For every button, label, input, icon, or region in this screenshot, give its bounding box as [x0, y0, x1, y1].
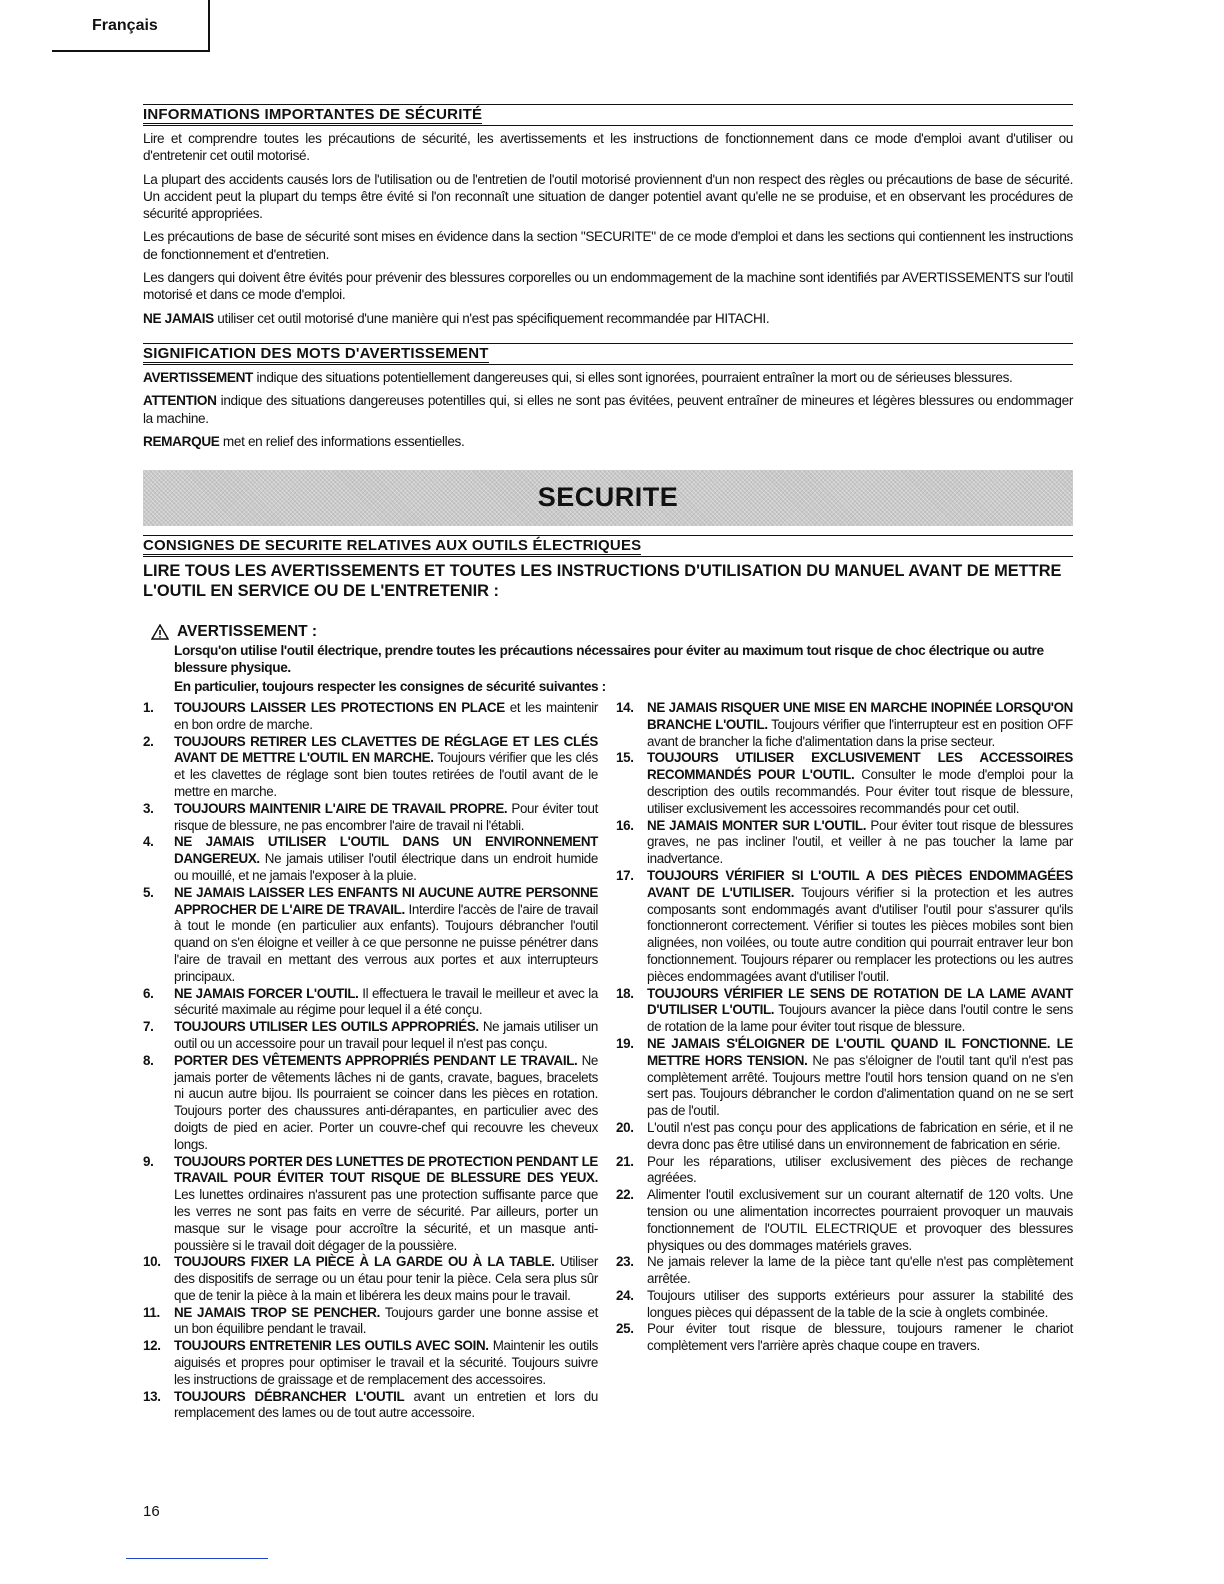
safety-list-item — [616, 700, 1073, 750]
item-text: TOUJOURS UTILISER LES OUTILS APPROPRIÉS. Ne jamais utiliser un outil ou un accessoire pour un travail pour lequel il n'est pas conçu. — [174, 1019, 598, 1051]
item-text: TOUJOURS FIXER LA PIÈCE À LA GARDE OU À LA TABLE. Utiliser des dispositifs de serrage ou un étau pour tenir la pièce. Cela sera plus sûr que de tenir la pièce à la main et libérera les deux mains pour le travail. — [174, 1254, 598, 1303]
item-text: TOUJOURS LAISSER LES PROTECTIONS EN PLACE et les maintenir en bon ordre de marche. — [174, 700, 598, 732]
item-number: 6. — [143, 985, 154, 1001]
item-number: 20. — [616, 1119, 634, 1135]
safety-list-item — [616, 1120, 1073, 1154]
item-number: 14. — [616, 700, 634, 715]
item-text: NE JAMAIS UTILISER L'OUTIL DANS UN ENVIRONNEMENT DANGEREUX. Ne jamais utiliser l'outil électrique dans un endroit humide ou mouillé, et ne jamais l'exposer à la pluie. — [174, 834, 598, 883]
consignes-section — [143, 535, 1073, 695]
item-text: L'outil n'est pas conçu pour des applications de fabrication en série, et il ne devra donc pas être utilisé dans un environnement de fabrication en série. — [647, 1119, 1073, 1152]
safety-list-item — [616, 1321, 1073, 1355]
signal-note: REMARQUE met en relief des informations essentielles. — [143, 433, 465, 449]
item-number: 3. — [143, 800, 154, 816]
read-all-warning: LIRE TOUS LES AVERTISSEMENTS ET TOUTES LES INSTRUCTIONS D'UTILISATION DU MANUEL AVANT DE METTRE L'OUTIL EN SERVICE OU DE L'ENTRETENIR : — [143, 562, 1062, 600]
info-paragraph: Les dangers qui doivent être évités pour prévenir des blessures corporelles ou un endommagement de la machine sont identifiés par AVERTISSEMENTS sur l'outil motorisé et dans ce mode d'emploi. — [143, 270, 1073, 303]
item-text: NE JAMAIS MONTER SUR L'OUTIL. Pour éviter tout risque de blessures graves, ne pas incliner l'outil, et veiller à ne pas toucher la lame par inadvertance. — [647, 817, 1073, 867]
safety-list-item — [143, 734, 598, 801]
item-text: TOUJOURS DÉBRANCHER L'OUTIL avant un entretien et lors du remplacement des lames ou de tout autre accessoire. — [174, 1388, 598, 1421]
item-number: 2. — [143, 733, 154, 749]
info-paragraph: Les précautions de base de sécurité sont mises en évidence dans la section "SECURITE" de ce mode d'emploi et dans les sections qui contiennent les instructions de fonctionnement et d'entretien. — [143, 229, 1073, 262]
info-section — [143, 104, 1073, 333]
info-paragraph: Lire et comprendre toutes les précautions de sécurité, les avertissements et les instructions de fonctionnement dans ce mode d'emploi avant d'utiliser ou d'entretenir cet outil motorisé. — [143, 131, 1073, 164]
safety-list-item — [143, 885, 598, 986]
info-heading: INFORMATIONS IMPORTANTES DE SÉCURITÉ — [143, 104, 1073, 126]
item-text: Ne jamais relever la lame de la pièce tant qu'elle n'est pas complètement arrêtée. — [647, 1254, 1073, 1287]
safety-list-item — [616, 1254, 1073, 1288]
item-number: 8. — [143, 1052, 154, 1068]
safety-list-item — [616, 818, 1073, 868]
safety-list-item — [143, 700, 598, 734]
item-number: 17. — [616, 867, 634, 883]
info-paragraph: La plupart des accidents causés lors de l'utilisation ou de l'entretien de l'outil motorisé proviennent d'un non respect des règles ou précautions de base de sécurité. Un accident peut la plupart du temps être évité si l'on reconnaît une situation de danger potentiel avant qu'elle ne se produise, et en observant les procédures de sécurité appropriées. — [143, 171, 1073, 222]
item-number: 5. — [143, 884, 154, 900]
item-number: 19. — [616, 1035, 634, 1051]
item-number: 18. — [616, 985, 634, 1001]
item-number: 4. — [143, 834, 154, 850]
safety-list-item — [143, 1254, 598, 1304]
safety-list-left — [143, 700, 598, 1422]
safety-list-item — [143, 1305, 598, 1339]
item-text: TOUJOURS PORTER DES LUNETTES DE PROTECTION PENDANT LE TRAVAIL POUR ÉVITER TOUT RISQUE DE BLESSURE DES YEUX. Les lunettes ordinaires n'assurent pas une protection suffisante parce que les verres ne sont pas faits en verre de sécurité. Par ailleurs, porter un masque sur le visage pour accroître la sécurité, et un masque anti-poussière si le travail doit dégager de la poussière. — [174, 1153, 598, 1253]
language-tab — [52, 0, 210, 52]
item-number: 11. — [143, 1304, 160, 1320]
safety-list-item — [143, 1053, 598, 1154]
signal-section — [143, 343, 1073, 456]
signal-caution: ATTENTION indique des situations dangereuses potentilles qui, si elles ne sont pas évitées, peuvent entraîner de mineures et légères blessures ou endommager la machine. — [143, 393, 1073, 426]
item-text: Pour éviter tout risque de blessure, toujours ramener le chariot complètement vers l'arrière après chaque coupe en travers. — [647, 1321, 1073, 1354]
safety-list-item — [143, 1154, 598, 1255]
item-number: 22. — [616, 1187, 634, 1203]
item-text: TOUJOURS ENTRETENIR LES OUTILS AVEC SOIN. Maintenir les outils aiguisés et propres pour optimiser le travail et la sécurité. Toujours suivre les instructions de graissage et de remplacement des accessoires. — [174, 1338, 598, 1387]
safety-list-item — [616, 1187, 1073, 1254]
info-paragraph-never: NE JAMAIS utiliser cet outil motorisé d'une manière qui n'est pas spécifiquement recommandée par HITACHI. — [143, 310, 770, 326]
safety-list-item — [143, 801, 598, 835]
safety-list-item — [143, 1338, 598, 1388]
item-text: NE JAMAIS FORCER L'OUTIL. Il effectuera le travail le meilleur et avec la sécurité maximale au régime pour lequel il a été conçu. — [174, 985, 598, 1018]
item-text: TOUJOURS VÉRIFIER LE SENS DE ROTATION DE LA LAME AVANT D'UTILISER L'OUTIL. Toujours avancer la pièce dans l'outil contre le sens de rotation de la lame pour éviter tout risque de blessure. — [647, 985, 1073, 1035]
safety-list-item — [616, 750, 1073, 817]
item-text: Pour les réparations, utiliser exclusivement des pièces de rechange agréées. — [647, 1153, 1073, 1186]
safety-list-item — [143, 986, 598, 1020]
safety-list-item — [143, 1389, 598, 1423]
warning-title: AVERTISSEMENT : — [151, 623, 1073, 641]
safety-list-item — [616, 986, 1073, 1036]
item-text: PORTER DES VÊTEMENTS APPROPRIÉS PENDANT LE TRAVAIL. Ne jamais porter de vêtements lâches ni de gants, cravate, bagues, bracelets ni aucun autre bijou. Ils pourraient se coincer dans les pièces en rotation. Toujours porter des chaussures anti-dérapantes, en particulier avec des doigts de pied en acier. Porter un couvre-chef qui recouvre les cheveux longs. — [174, 1052, 598, 1152]
item-number: 21. — [616, 1153, 634, 1169]
item-number: 16. — [616, 817, 634, 833]
item-number: 23. — [616, 1254, 634, 1270]
item-text: NE JAMAIS TROP SE PENCHER. Toujours garder une bonne assise et un bon équilibre pendant le travail. — [174, 1304, 598, 1337]
item-number: 12. — [143, 1338, 161, 1354]
item-number: 10. — [143, 1254, 161, 1270]
warning-text: Lorsqu'on utilise l'outil électrique, prendre toutes les précautions nécessaires pour éviter au maximum tout risque de choc électrique ou autre blessure physique. — [174, 643, 1044, 675]
safety-list-item — [616, 868, 1073, 986]
language-label: Français — [92, 17, 158, 34]
item-number: 24. — [616, 1287, 634, 1303]
safety-list-item — [143, 834, 598, 884]
footer-rule — [126, 1558, 268, 1559]
item-text: NE JAMAIS S'ÉLOIGNER DE L'OUTIL QUAND IL FONCTIONNE. LE METTRE HORS TENSION. Ne pas s'éloigner de l'outil tant qu'il n'est pas complètement arrêté. Toujours mettre l'outil hors tension quand on ne s'en sert pas. Toujours débrancher le cordon d'alimentation quand on ne se sert pas de l'outil. — [647, 1035, 1073, 1119]
item-text: Alimenter l'outil exclusivement sur un courant alternatif de 120 volts. Une tension ou une alimentation incorrectes pourraient provoquer un mauvais fonctionnement de l'OUTIL ELECTRIQUE et provoquer des blessures physiques ou des dommages matériels graves. — [647, 1187, 1073, 1253]
signal-heading: SIGNIFICATION DES MOTS D'AVERTISSEMENT — [143, 343, 1073, 365]
item-number: 13. — [143, 1388, 161, 1404]
securite-banner — [143, 470, 1073, 526]
item-text: Toujours utiliser des supports extérieurs pour assurer la stabilité des longues pièces qui dépassent de la table de la scie à onglets combinée. — [647, 1287, 1073, 1320]
safety-list-item — [616, 1036, 1073, 1120]
item-text: TOUJOURS VÉRIFIER SI L'OUTIL A DES PIÈCES ENDOMMAGÉES AVANT DE L'UTILISER. Toujours vérifier si la protection et les autres composants sont endommagés avant d'utiliser l'outil pour s'assurer qu'ils fonctionneront correctement. Vérifier si toutes les pièces mobiles sont bien alignées, non voilées, ou toute autre condition qui pourrait entraver leur bon fonctionnement. Toujours réparer ou remplacer les protections ou les autres pièces endommagées avant d'utiliser l'outil. — [647, 867, 1073, 984]
safety-list-item — [616, 1154, 1073, 1188]
warning-text-2: En particulier, toujours respecter les consignes de sécurité suivantes : — [174, 678, 606, 694]
item-text: TOUJOURS RETIRER LES CLAVETTES DE RÉGLAGE ET LES CLÉS AVANT DE METTRE L'OUTIL EN MARCHE. Toujours vérifier que les clés et les clavettes de réglage sont bien toutes retirées de l'outil avant de le mettre en marche. — [174, 733, 598, 799]
item-text: NE JAMAIS RISQUER UNE MISE EN MARCHE INOPINÉE LORSQU'ON BRANCHE L'OUTIL. Toujours vérifier que l'interrupteur est en position OFF avant de brancher la fiche d'alimentation dans la prise secteur. — [647, 700, 1073, 749]
item-text: NE JAMAIS LAISSER LES ENFANTS NI AUCUNE AUTRE PERSONNE APPROCHER DE L'AIRE DE TRAVAIL. Interdire l'accès de l'aire de travail à tout le monde (en particulier aux enfants). Toujours débrancher l'outil quand on s'en éloigne et veiller à ce que personne ne puisse pénétrer dans l'aire de travail en mettant des verrous aux portes et aux interrupteurs principaux. — [174, 884, 598, 984]
page-number: 16 — [143, 1503, 160, 1520]
item-number: 25. — [616, 1321, 634, 1337]
safety-list-item — [143, 1019, 598, 1053]
item-number: 7. — [143, 1019, 154, 1035]
warning-triangle-icon — [151, 624, 169, 640]
safety-list-item — [616, 1288, 1073, 1322]
consignes-heading: CONSIGNES DE SECURITE RELATIVES AUX OUTILS ÉLECTRIQUES — [143, 535, 1073, 557]
item-text: TOUJOURS MAINTENIR L'AIRE DE TRAVAIL PROPRE. Pour éviter tout risque de blessure, ne pas encombrer l'aire de travail ni l'établi. — [174, 800, 598, 833]
item-number: 15. — [616, 750, 634, 766]
item-number: 9. — [143, 1153, 154, 1169]
signal-warning: AVERTISSEMENT indique des situations potentiellement dangereuses qui, si elles sont ignorées, pourraient entraîner la mort ou de sérieuses blessures. — [143, 370, 1013, 385]
banner-title: SECURITE — [537, 482, 679, 512]
safety-list-right — [616, 700, 1073, 1355]
item-text: TOUJOURS UTILISER EXCLUSIVEMENT LES ACCESSOIRES RECOMMANDÉS POUR L'OUTIL. Consulter le mode d'emploi pour la description des outils recommandés. Pour éviter tout risque de blessure, utiliser exclusivement les accessoires recommandés pour cet outil. — [647, 750, 1074, 816]
item-number: 1. — [143, 700, 154, 715]
